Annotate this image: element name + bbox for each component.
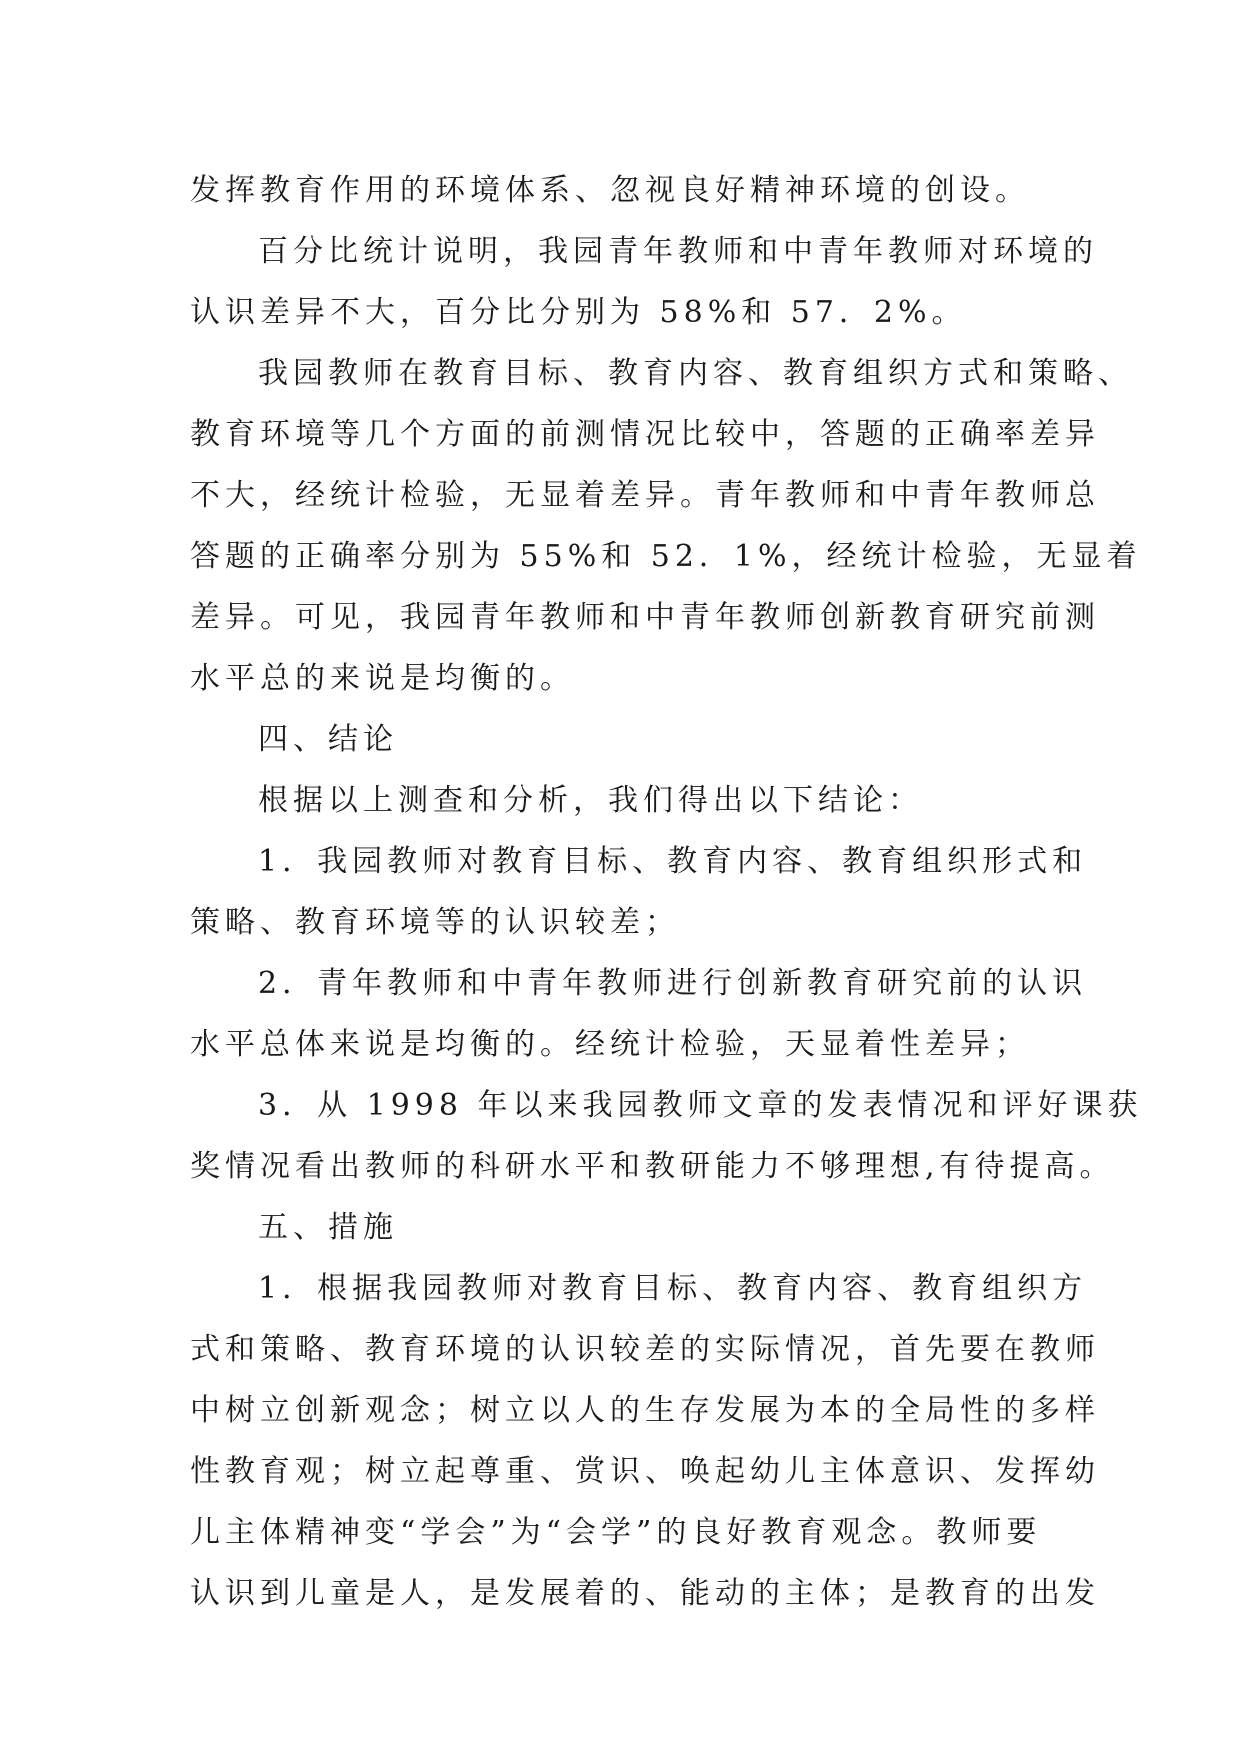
text-line: 儿主体精神变“学会”为“会学”的良好教育观念。教师要 — [190, 1515, 1042, 1550]
paragraph-first-line: 我园教师在教育目标、教育内容、教育组织方式和策略、 — [258, 356, 1133, 391]
text-line: 认识差异不大，百分比分别为 58%和 57．2%。 — [190, 295, 967, 330]
text-line: 奖情况看出教师的科研水平和教研能力不够理想,有待提高。 — [190, 1149, 1115, 1184]
section-heading-conclusion: 四、结论 — [258, 722, 398, 757]
text-line: 性教育观；树立起尊重、赏识、唤起幼儿主体意识、发挥幼 — [190, 1454, 1100, 1489]
text-line: 教育环境等几个方面的前测情况比较中，答题的正确率差异 — [190, 417, 1100, 452]
section-heading-measures: 五、措施 — [258, 1210, 398, 1245]
text-line: 认识到儿童是人，是发展着的、能动的主体；是教育的出发 — [190, 1576, 1100, 1611]
text-line: 答题的正确率分别为 55%和 52．1%，经统计检验，无显着 — [190, 539, 1142, 574]
body-text — [190, 160, 1143, 1624]
text-line: 式和策略、教育环境的认识较差的实际情况，首先要在教师 — [190, 1332, 1100, 1367]
text-line: 差异。可见，我园青年教师和中青年教师创新教育研究前测 — [190, 600, 1100, 635]
paragraph-first-line: 根据以上测查和分析，我们得出以下结论： — [258, 783, 923, 818]
paragraph-first-line: 百分比统计说明，我园青年教师和中青年教师对环境的 — [258, 234, 1098, 269]
list-item-first-line: 2．青年教师和中青年教师进行创新教育研究前的认识 — [258, 966, 1088, 1001]
text-line: 水平总体来说是均衡的。经统计检验，天显着性差异； — [190, 1027, 1030, 1062]
list-item-first-line: 1．根据我园教师对教育目标、教育内容、教育组织方 — [258, 1271, 1088, 1306]
list-item-first-line: 3．从 1998 年以来我园教师文章的发表情况和评好课获 — [258, 1088, 1143, 1123]
text-line: 策略、教育环境等的认识较差； — [190, 905, 680, 940]
text-line: 水平总的来说是均衡的。 — [190, 661, 575, 696]
text-line: 不大，经统计检验，无显着差异。青年教师和中青年教师总 — [190, 478, 1100, 513]
list-item-first-line: 1．我园教师对教育目标、教育内容、教育组织形式和 — [258, 844, 1088, 879]
text-line: 中树立创新观念；树立以人的生存发展为本的全局性的多样 — [190, 1393, 1100, 1428]
text-line: 发挥教育作用的环境体系、忽视良好精神环境的创设。 — [190, 173, 1030, 208]
